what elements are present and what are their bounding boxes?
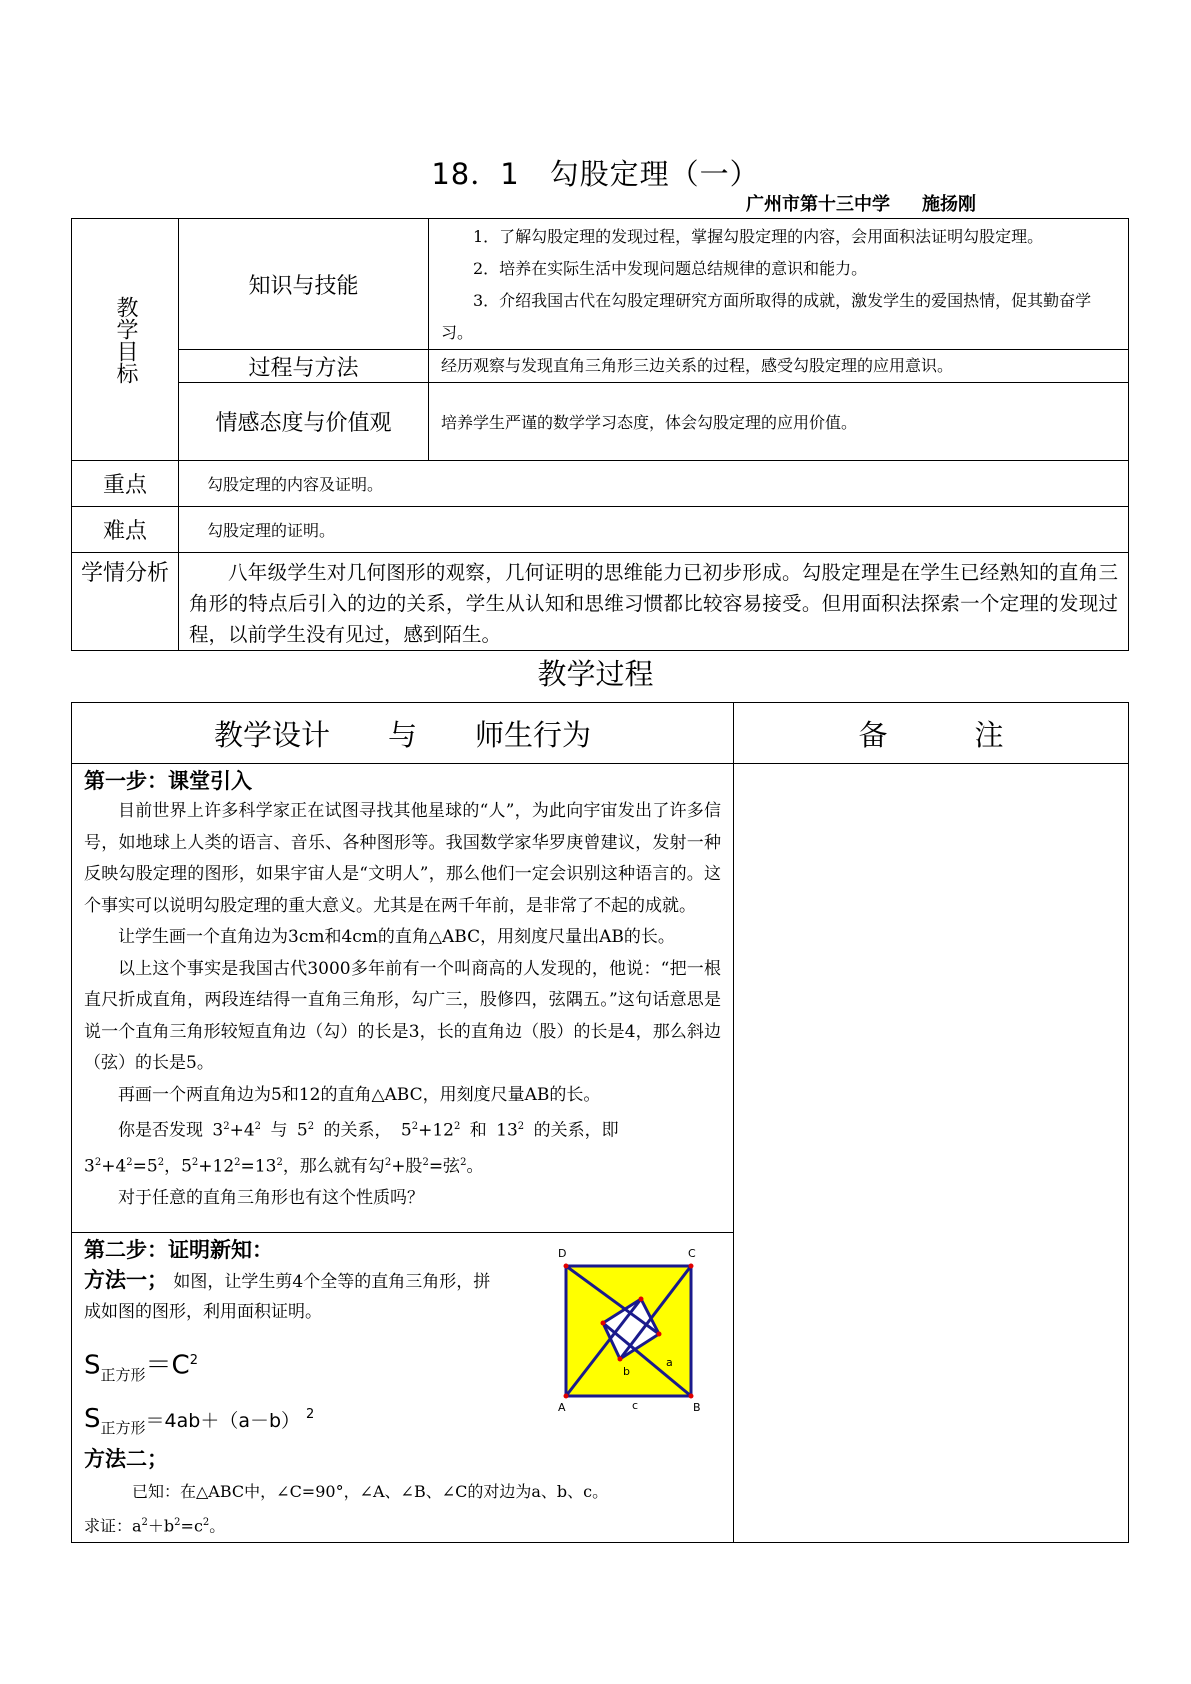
label-a: A bbox=[558, 1401, 566, 1411]
step1-p5: 你是否发现 $3^2+4^2$ 与 $5^2$ 的关系， $5^2+12^2$ 和 $13^2$ 的关系，即 bbox=[118, 1120, 619, 1141]
knowledge-item-3: 3．介绍我国古代在勾股定理研究方面所取得的成就，激发学生的爱国热情，促其勤奋学习。 bbox=[441, 291, 1092, 342]
emotion-label: 情感态度与价值观 bbox=[179, 383, 429, 461]
vertex-dot-5 bbox=[601, 1321, 606, 1326]
step1-p2: 让学生画一个直角边为3cm和4cm的直角△ABC，用刻度尺量出AB的长。 bbox=[118, 927, 675, 947]
vertex-dot-3 bbox=[689, 1264, 694, 1269]
given-text: 已知：在△ABC中，∠C=90°，∠A、∠B、∠C的对边为a、b、c。 bbox=[132, 1481, 609, 1501]
method1 bbox=[84, 1265, 504, 1327]
vertex-dot-7 bbox=[657, 1332, 662, 1337]
col-header-design: 教学设计 与 师生行为 bbox=[72, 703, 734, 764]
label-side-c: c bbox=[632, 1399, 639, 1411]
notes-cell bbox=[734, 764, 1129, 1543]
knowledge-item-2: 2．培养在实际生活中发现问题总结规律的意识和能力。 bbox=[473, 259, 868, 278]
teacher-name: 施扬刚 bbox=[922, 194, 976, 215]
step1-cell bbox=[72, 764, 734, 1233]
step2-cell bbox=[72, 1233, 734, 1543]
step1-p1: 目前世界上许多科学家正在试图寻找其他星球的“人”，为此向宇宙发出了许多信号，如地球上人类的语言、音乐、各种图形等。我国数学家华罗庚曾建议，发射一种反映勾股定理的图形，如果宇宙人是“文明人”，那么他们一定会识别这种语言的。这个事实可以说明勾股定理的重大意义。尤其是在两千年前，是非常了不起的成就。 bbox=[84, 801, 721, 916]
prove-text: 求证：$a^2+b^2=c^2$。 bbox=[84, 1516, 226, 1536]
step1-p4: 再画一个两直角边为5和12的直角△ABC，用刻度尺量AB的长。 bbox=[118, 1084, 601, 1105]
school-name: 广州市第十三中学 bbox=[746, 194, 890, 215]
difficulty-label: 难点 bbox=[72, 507, 179, 553]
step1-p3: 以上这个事实是我国古代3000多年前有一个叫商高的人发现的，他说：“把一根直尺折成直角，两段连结得一直角三角形，勾广三，股修四，弦隅五。”这句话意思是说一个直角三角形较短直角边（勾）的长是3，长的直角边（股）的长是4，那么斜边（弦）的长是5。 bbox=[84, 958, 721, 1073]
step1-title: 第一步：课堂引入 bbox=[84, 769, 252, 793]
label-side-a: a bbox=[666, 1356, 673, 1369]
process-label: 过程与方法 bbox=[179, 350, 429, 383]
key-point-content: 勾股定理的内容及证明。 bbox=[179, 461, 1129, 507]
label-c: C bbox=[688, 1247, 696, 1260]
page-title: 18．1 勾股定理（一） bbox=[431, 157, 760, 191]
vertex-dot-4 bbox=[564, 1264, 569, 1269]
knowledge-content bbox=[429, 219, 1129, 350]
analysis-label: 学情分析 bbox=[72, 553, 179, 651]
method1-text: 如图，让学生剪4个全等的直角三角形，拼成如图的图形，利用面积证明。 bbox=[84, 1272, 491, 1322]
author-line bbox=[746, 190, 976, 216]
difficulty-content: 勾股定理的证明。 bbox=[179, 507, 1129, 553]
col-header-notes: 备 注 bbox=[734, 703, 1129, 764]
analysis-content: 八年级学生对几何图形的观察，几何证明的思维能力已初步形成。勾股定理是在学生已经熟知的直角三角形的特点后引入的边的关系，学生从认知和思维习惯都比较容易接受。但用面积法探索一个定理的发现过程，以前学生没有见过，感到陌生。 bbox=[179, 553, 1129, 651]
objectives-label-cell bbox=[72, 219, 179, 461]
knowledge-item-1: 1．了解勾股定理的发现过程，掌握勾股定理的内容，会用面积法证明勾股定理。 bbox=[473, 227, 1044, 246]
process-table bbox=[71, 702, 1129, 1543]
emotion-content: 培养学生严谨的数学学习态度，体会勾股定理的应用价值。 bbox=[429, 383, 1129, 461]
objectives-label: 教学目标 bbox=[113, 295, 138, 384]
formula-1: $S_{正方形}=C^2$ bbox=[84, 1350, 198, 1384]
process-title: 教学过程 bbox=[537, 657, 654, 691]
method2-title: 方法二； bbox=[84, 1446, 168, 1471]
objectives-table bbox=[71, 218, 1129, 651]
step2-title: 第二步：证明新知： bbox=[84, 1238, 273, 1262]
label-b: B bbox=[693, 1401, 701, 1411]
step1-p6: 对于任意的直角三角形也有这个性质吗？ bbox=[118, 1188, 424, 1209]
method1-title: 方法一； bbox=[84, 1268, 168, 1292]
process-content: 经历观察与发现直角三角形三边关系的过程，感受勾股定理的应用意识。 bbox=[429, 350, 1129, 383]
formula-2: $S_{正方形}=4ab+(a-b)$ $^2$ bbox=[84, 1403, 315, 1437]
vertex-dot-1 bbox=[564, 1394, 569, 1399]
vertex-dot-2 bbox=[689, 1394, 694, 1399]
vertex-dot-6 bbox=[639, 1297, 644, 1302]
label-side-b: b bbox=[623, 1365, 630, 1378]
step1-p5-cont: $3^2+4^2=5^2$，$5^2+12^2=13^2$，那么就有勾$^2$+股$^2$=弦$^2$。 bbox=[84, 1156, 484, 1177]
proof-figure bbox=[528, 1241, 708, 1411]
label-d: D bbox=[558, 1247, 567, 1260]
knowledge-label: 知识与技能 bbox=[179, 219, 429, 350]
vertex-dot-8 bbox=[618, 1357, 623, 1362]
key-point-label: 重点 bbox=[72, 461, 179, 507]
